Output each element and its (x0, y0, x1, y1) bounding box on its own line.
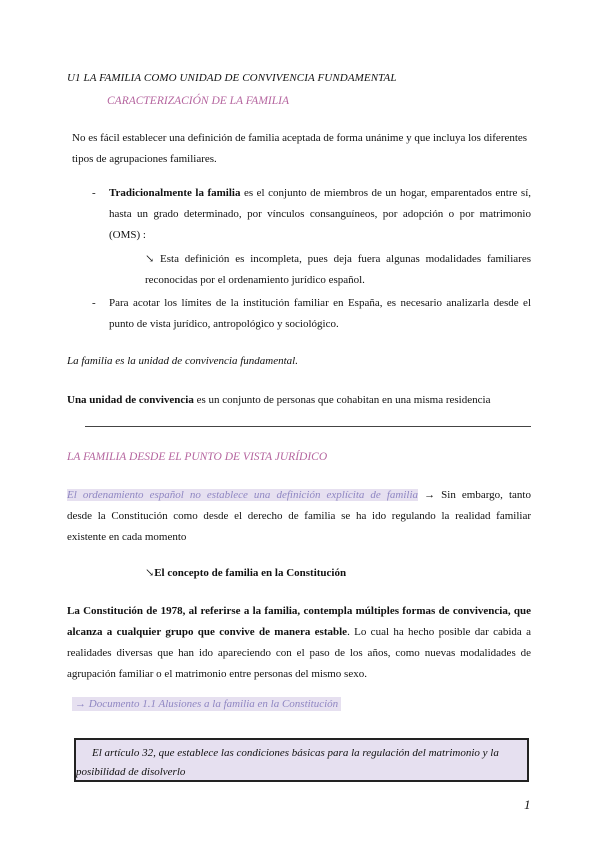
legal-line: El ordenamiento español no establece una definición explícita de familia → Sin embargo, tanto (67, 489, 531, 501)
box-line: El artículo 32, que establece las condiciones básicas para la regulación del matrimonio y la (92, 747, 499, 759)
family-statement: La familia es la unidad de convivencia fundamental. (67, 355, 298, 367)
document-reference: → Documento 1.1 Alusiones a la familia en la Constitución (72, 697, 341, 711)
section-subtitle: CARACTERIZACIÓN DE LA FAMILIA (107, 95, 289, 107)
highlighted-text: El ordenamiento español no establece una definición explícita de familia (67, 489, 419, 501)
page-number: 1 (524, 797, 531, 812)
section-title: LA FAMILIA DESDE EL PUNTO DE VISTA JURÍDICO (67, 451, 328, 463)
bullet-line: (OMS) : (109, 229, 146, 241)
bold-term: Tradicionalmente la familia (109, 187, 241, 199)
bullet-line: hasta un grado determinado, por vínculos consanguíneos, por adopción o por matrimonio (109, 208, 531, 220)
constitution-line: realidades diversas que han ido apareciendo con el paso de los años, como nuevas modalidades de (67, 647, 531, 659)
constitution-paragraph (67, 601, 531, 685)
bold-term: Una unidad de convivencia (67, 394, 194, 406)
bullet-line: Tradicionalmente la familia es el conjunto de miembros de un hogar, emparentados entre sí, (109, 187, 531, 199)
note-line: ↘ Esta definición es incompleta, pues deja fuera algunas modalidades familiares (145, 253, 531, 265)
intro-line: No es fácil establecer una definición de familia aceptada de forma unánime y que incluya los diferentes (72, 132, 528, 144)
bullet-line: Para acotar los límites de la institución familiar en España, es necesario analizarla desde el (109, 297, 531, 309)
legal-paragraph (67, 485, 531, 548)
constitution-line: agrupación familiar o el matrimonio entre personas del mismo sexo. (67, 668, 367, 680)
note-line: reconocidas por el ordenamiento jurídico español. (145, 274, 365, 286)
bullet-dash: - (92, 297, 96, 309)
article-box (74, 738, 529, 782)
divider (85, 426, 531, 427)
sub-note (145, 249, 531, 291)
subheading: ↘El concepto de familia en la Constitución (145, 567, 347, 579)
intro-line: tipos de agrupaciones familiares. (72, 153, 217, 165)
unit-definition: Una unidad de convivencia es un conjunto de personas que cohabitan en una misma residencia (67, 394, 491, 406)
bullet-dash: - (92, 187, 96, 199)
bullet-traditional-family (109, 183, 531, 246)
bullet-analysis (109, 293, 531, 335)
constitution-line: alcanza a cualquier grupo que convive de manera estable. Lo cual ha hecho posible dar cabida a (67, 626, 531, 638)
intro-paragraph (72, 128, 532, 170)
legal-line: existente en cada momento (67, 531, 187, 543)
legal-line: desde la Constitución como desde el derecho de familia se ha ido regulando la realidad familiar (67, 510, 531, 522)
arrow-icon: ↘ (145, 567, 155, 579)
bullet-line: punto de vista jurídico, antropológico y sociológico. (109, 318, 339, 330)
page-title: U1 LA FAMILIA COMO UNIDAD DE CONVIVENCIA FUNDAMENTAL (67, 72, 397, 84)
box-line: posibilidad de disolverlo (76, 766, 186, 778)
constitution-line: La Constitución de 1978, al referirse a la familia, contempla múltiples formas de convivencia, que (67, 605, 531, 617)
